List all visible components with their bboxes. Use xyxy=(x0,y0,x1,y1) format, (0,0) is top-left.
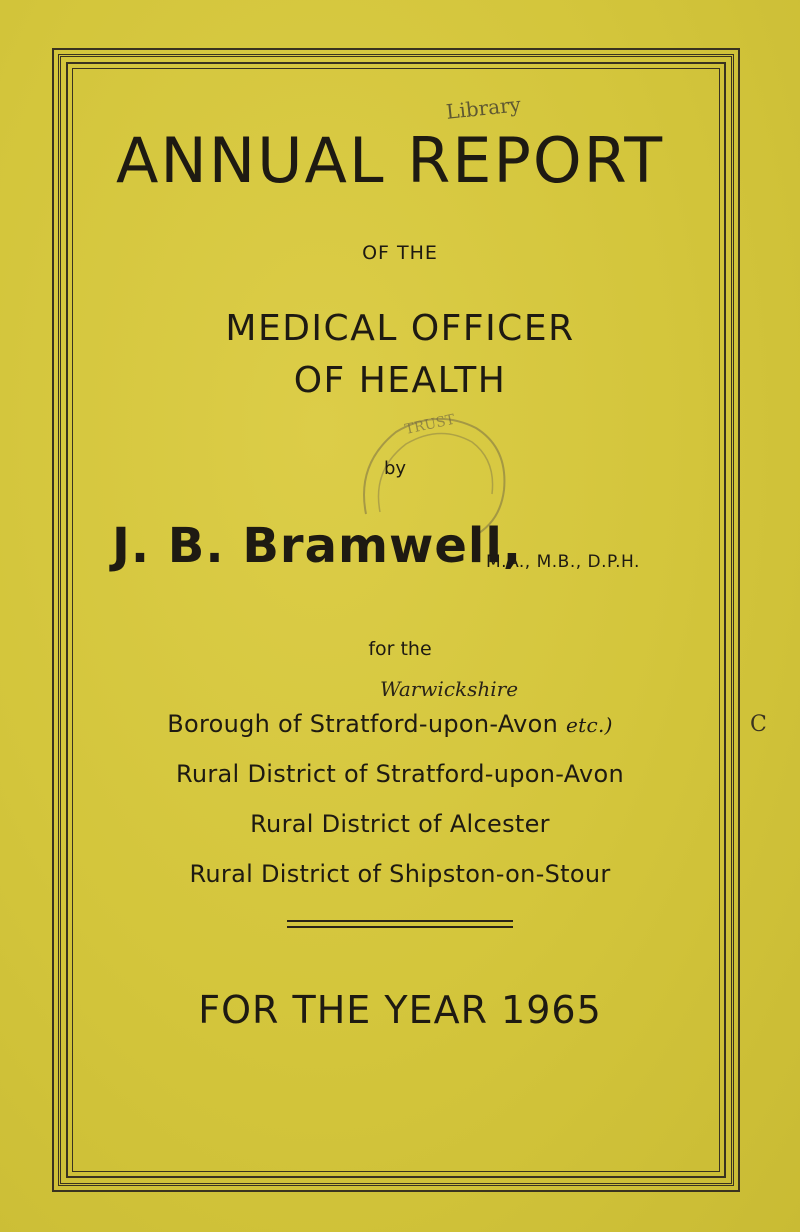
divider-rule-lower xyxy=(287,926,513,928)
stamp-text: TRUST xyxy=(403,411,457,438)
by-label: by xyxy=(384,458,407,479)
author-degrees: M.A., M.B., D.P.H. xyxy=(486,552,640,572)
district-borough-text: Borough of Stratford-upon-Avon xyxy=(167,710,559,738)
handwritten-suffix: etc.) xyxy=(566,713,613,737)
district-rural-alcester: Rural District of Alcester xyxy=(250,810,550,838)
district-rural-stratford: Rural District of Stratford-upon-Avon xyxy=(175,760,625,788)
handwritten-top-note: Library xyxy=(444,92,522,124)
officer-title-line2: OF HEALTH xyxy=(293,360,507,401)
divider-rule-upper xyxy=(287,920,513,922)
subtitle-of-the: OF THE xyxy=(362,242,438,264)
for-the-label: for the xyxy=(368,638,432,660)
handwritten-edge-mark: C xyxy=(750,712,767,737)
report-title: ANNUAL REPORT xyxy=(116,124,665,197)
author-name: J. B. Bramwell, xyxy=(112,518,523,574)
officer-title-line1: MEDICAL OFFICER xyxy=(225,308,575,349)
district-borough xyxy=(0,710,790,738)
report-year: FOR THE YEAR 1965 xyxy=(198,988,602,1032)
handwritten-insert-text: Warwickshire xyxy=(380,677,519,701)
district-rural-shipston: Rural District of Shipston-on-Stour xyxy=(189,860,611,888)
